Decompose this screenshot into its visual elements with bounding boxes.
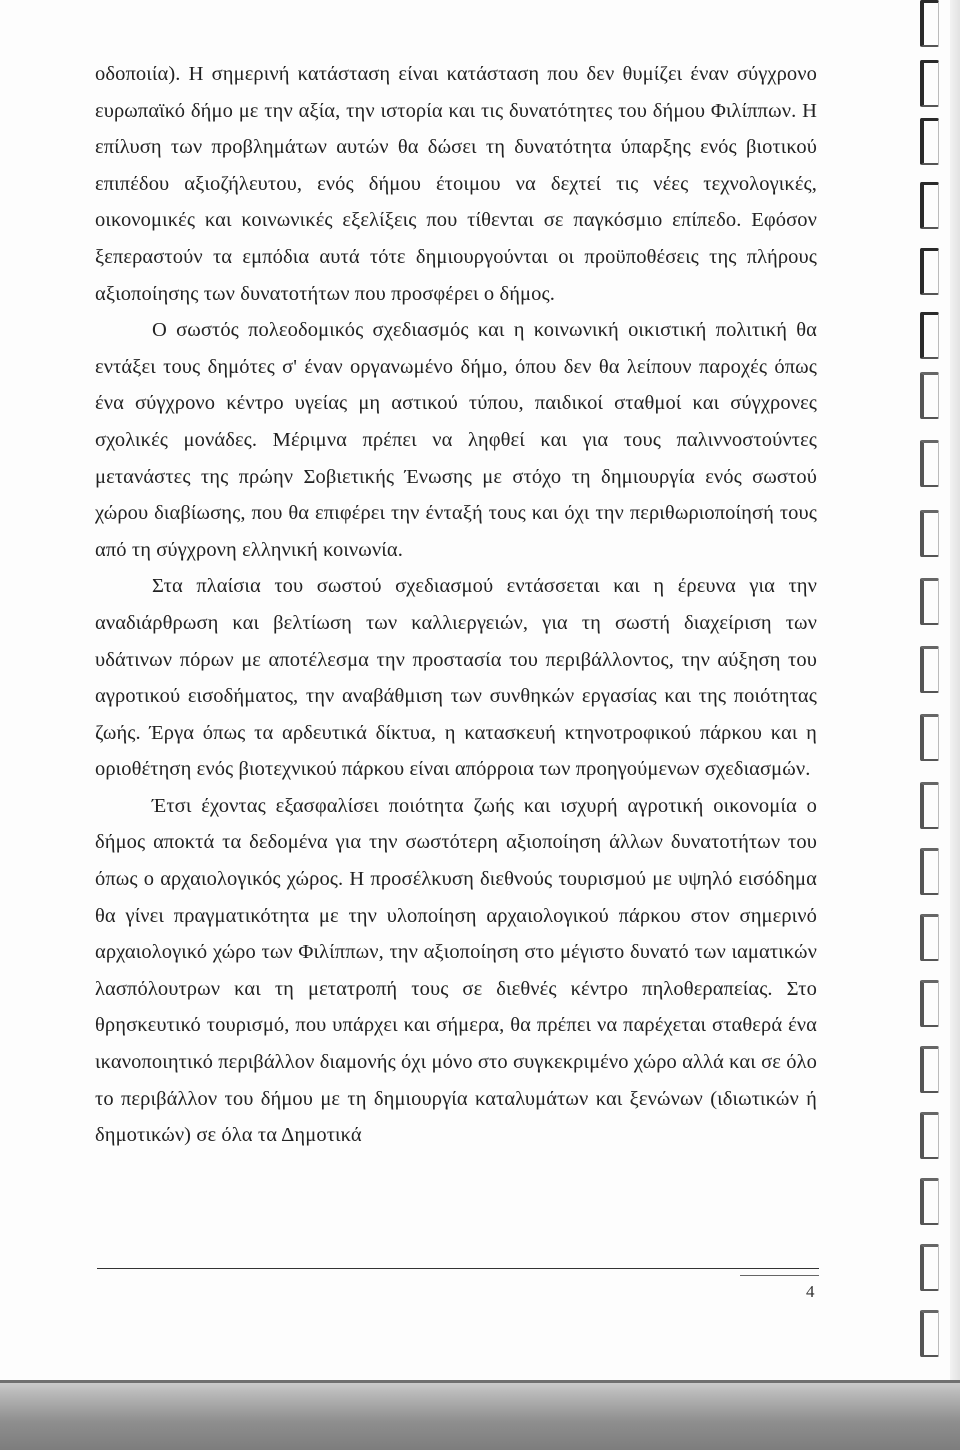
- binding-ring: [920, 1178, 939, 1225]
- binding-ring: [920, 578, 939, 625]
- binding-ring: [920, 914, 939, 961]
- binding-ring: [920, 372, 939, 419]
- footer-rule: [97, 1268, 819, 1269]
- binding-ring: [920, 60, 939, 107]
- paragraph-3: Στα πλαίσια του σωστού σχεδιασμού εντάσσεται και η έρευνα για την αναδιάρθρωση και βελτίωση των καλλιεργειών, για τη σωστή διαχείριση των υδάτινων πόρων με αποτέλεσμα την προστασία του περιβάλλοντος, την αύξηση του αγροτικού εισοδήματος, την αναβάθμιση των συνθηκών εργασίας και της ποιότητας ζωής. Έργα όπως τα αρδευτικά δίκτυα, η κατασκευή κτηνοτροφικού πάρκου και η οριοθέτηση ενός βιοτεχνικού πάρκου είναι απόρροια των προηγούμενων σχεδιασμών.: [95, 575, 817, 781]
- page-bottom-edge: [0, 1380, 960, 1383]
- spiral-binding: [890, 0, 960, 1380]
- binding-ring: [920, 980, 939, 1027]
- binding-ring: [920, 1310, 939, 1357]
- binding-ring: [920, 646, 939, 693]
- footer-rule-short: [740, 1275, 819, 1276]
- paragraph-2: Ο σωστός πολεοδομικός σχεδιασμός και η κοινωνική οικιστική πολιτική θα εντάξει τους δημότες σ' έναν οργανωμένο δήμο, όπου δεν θα λείπουν παροχές όπως ένα σύγχρονο κέντρο υγείας μη αστικού τύπου, παιδικοί σταθμοί και σύγχρονες σχολικές μονάδες. Μέριμνα πρέπει να ληφθεί και για τους παλιννοστούντες μετανάστες της πρώην Σοβιετικής Ένωσης με στόχο τη δημιουργία ενός σωστού χώρου διαβίωσης, που θα επιφέρει την ένταξή τους και όχι την περιθωριοποίησή τους από τη σύγχρονη ελληνική κοινωνία.: [95, 319, 817, 561]
- binding-ring: [920, 0, 939, 47]
- binding-ring: [920, 782, 939, 829]
- binding-ring: [920, 182, 939, 229]
- binding-ring: [920, 248, 939, 295]
- scan-bottom-shadow: [0, 1380, 960, 1450]
- binding-ring: [920, 1046, 939, 1093]
- paragraph-1: οδοποιία). Η σημερινή κατάσταση είναι κατάσταση που δεν θυμίζει έναν σύγχρονο ευρωπαϊκό δήμο με την αξία, την ιστορία και τις δυνατότητες του δήμου Φιλίππων. Η επίλυση των προβλημάτων αυτών θα δώσει τη δυνατότητα ύπαρξης ενός βιοτικού επιπέδου αξιοζήλευτου, ενός δήμου έτοιμου να δεχτεί τις νέες τεχνολογικές, οικονομικές και κοινωνικές εξελίξεις που τίθενται σε παγκόσμιο επίπεδο. Εφόσον ξεπεραστούν τα εμπόδια αυτά τότε δημιουργούνται οι προϋποθέσεις της πλήρους αξιοποίησης των δυνατοτήτων που προσφέρει ο δήμος.: [95, 63, 817, 305]
- binding-ring: [920, 848, 939, 895]
- binding-ring: [920, 440, 939, 487]
- binding-ring: [920, 1244, 939, 1291]
- binding-strip: [950, 0, 960, 1380]
- binding-ring: [920, 510, 939, 557]
- binding-ring: [920, 118, 939, 165]
- binding-ring: [920, 714, 939, 761]
- paragraph-4: Έτσι έχοντας εξασφαλίσει ποιότητα ζωής και ισχυρή αγροτική οικονομία ο δήμος αποκτά τα δεδομένα για την σωστότερη αξιοποίηση άλλων δυνατοτήτων του όπως ο αρχαιολογικός χώρος. Η προσέλκυση διεθνούς τουρισμού με υψηλό εισόδημα θα γίνει πραγματικότητα με την υλοποίηση αρχαιολογικού πάρκου στον σημερινό αρχαιολογικό χώρο των Φιλίππων, την αξιοποίηση στο μέγιστο δυνατό των ιαματικών λασπόλουτρων και τη μετατροπή τους σε διεθνές κέντρο πηλοθεραπείας. Στο θρησκευτικό τουρισμό, που υπάρχει και σήμερα, θα πρέπει να παρέχεται σταθερά ένα ικανοποιητικό περιβάλλον διαμονής όχι μόνο στο συγκεκριμένο χώρο αλλά και σε όλο το περιβάλλον του δήμου με τη δημιουργία καταλυμάτων και ξενώνων (ιδιωτικών ή δημοτικών) σε όλα τα Δημοτικά: [95, 794, 817, 1147]
- binding-ring: [920, 1112, 939, 1159]
- binding-ring: [920, 312, 939, 359]
- body-text: [95, 56, 817, 1154]
- page-number: 4: [806, 1282, 815, 1301]
